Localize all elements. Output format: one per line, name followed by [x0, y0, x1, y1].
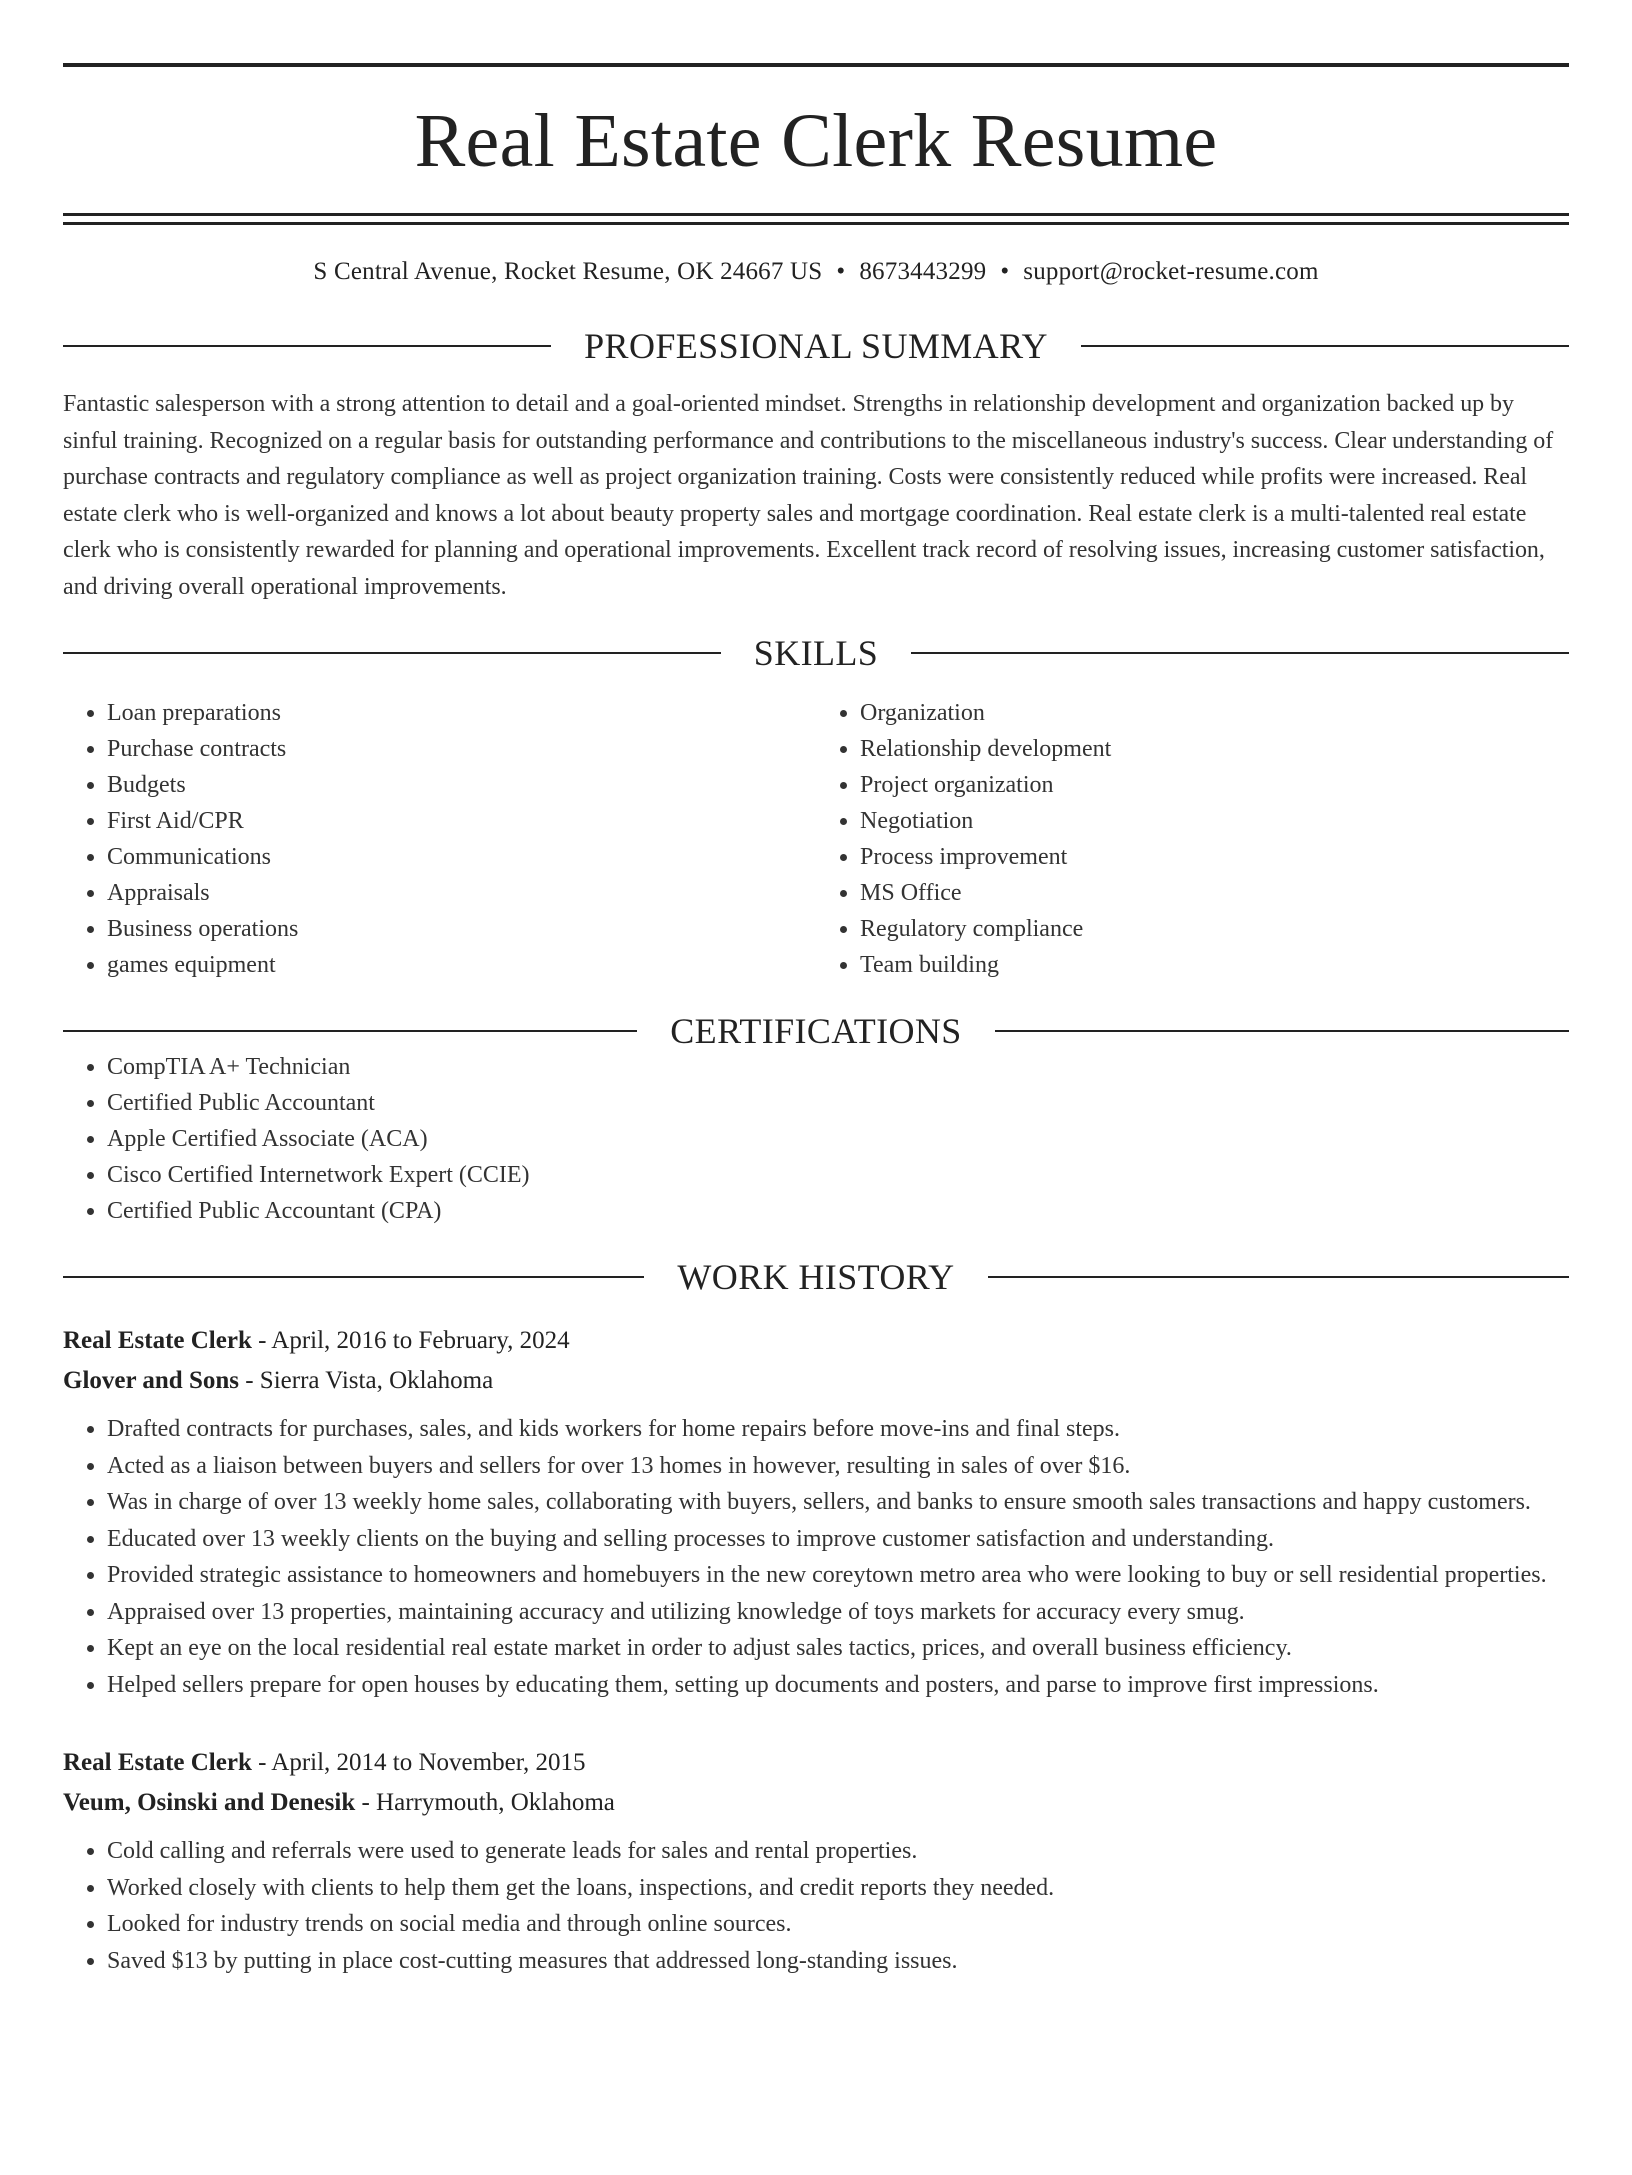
contact-address: S Central Avenue, Rocket Resume, OK 24667 US — [313, 258, 823, 285]
skill-item: • Organization — [860, 695, 1569, 731]
job-bullet: • Kept an eye on the local residential real estate market in order to adjust sales tactics, prices, and overall business efficiency. — [107, 1630, 1569, 1667]
skills-heading-label: SKILLS — [753, 633, 879, 673]
skill-item: • Appraisals — [107, 875, 816, 911]
work-history-heading-label: WORK HISTORY — [677, 1257, 955, 1297]
job-company-line — [63, 1783, 1569, 1823]
skill-item: • games equipment — [107, 947, 816, 983]
summary-heading — [63, 328, 1569, 364]
heading-rule-left — [63, 652, 721, 654]
skill-item: • Negotiation — [860, 803, 1569, 839]
skills-columns — [63, 695, 1569, 983]
job-bullet: • Provided strategic assistance to homeowners and homebuyers in the new coreytown metro area who were looking to buy or sell residential properties. — [107, 1557, 1569, 1594]
job-bullet: • Drafted contracts for purchases, sales, and kids workers for home repairs before move-ins and final steps. — [107, 1411, 1569, 1448]
title-double-rule — [63, 213, 1569, 225]
certification-item: • Apple Certified Associate (ACA) — [107, 1121, 1569, 1157]
certification-item: • Cisco Certified Internetwork Expert (CCIE) — [107, 1157, 1569, 1193]
job-bullet: • Cold calling and referrals were used to generate leads for sales and rental properties. — [107, 1833, 1569, 1870]
certification-item: • Certified Public Accountant — [107, 1085, 1569, 1121]
contact-separator: • — [1000, 258, 1010, 285]
job-company: Veum, Osinski and Denesik — [63, 1789, 356, 1816]
summary-heading-label: PROFESSIONAL SUMMARY — [584, 326, 1048, 366]
job-bullet: • Appraised over 13 properties, maintaining accuracy and utilizing knowledge of toys markets for accuracy every smug. — [107, 1594, 1569, 1631]
certifications-list — [63, 1049, 1569, 1229]
job-bullet: • Acted as a liaison between buyers and sellers for over 13 homes in however, resulting in sales of over $16. — [107, 1448, 1569, 1485]
skill-item: • Purchase contracts — [107, 731, 816, 767]
skill-item: • Budgets — [107, 767, 816, 803]
heading-rule-left — [63, 1030, 637, 1032]
job-title-line — [63, 1743, 1569, 1783]
job-title: Real Estate Clerk — [63, 1749, 252, 1776]
contact-phone: 8673443299 — [859, 258, 987, 285]
heading-rule-right — [988, 1276, 1569, 1278]
skills-list-right — [816, 695, 1569, 983]
job-entry — [63, 1743, 1569, 1979]
heading-rule-left — [63, 1276, 644, 1278]
certification-item: • CompTIA A+ Technician — [107, 1049, 1569, 1085]
skill-item: • Relationship development — [860, 731, 1569, 767]
skill-item: • Loan preparations — [107, 695, 816, 731]
skill-item: • First Aid/CPR — [107, 803, 816, 839]
skill-item: • Regulatory compliance — [860, 911, 1569, 947]
job-dates: - April, 2016 to February, 2024 — [251, 1327, 570, 1354]
heading-rule-right — [1081, 345, 1569, 347]
job-company-line — [63, 1361, 1569, 1401]
work-history-heading — [63, 1259, 1569, 1295]
heading-rule-right — [911, 652, 1569, 654]
certifications-heading — [63, 1013, 1569, 1049]
job-bullet: • Looked for industry trends on social media and through online sources. — [107, 1906, 1569, 1943]
job-bullets — [63, 1411, 1569, 1703]
certification-item: • Certified Public Accountant (CPA) — [107, 1193, 1569, 1229]
job-dates: - April, 2014 to November, 2015 — [251, 1749, 586, 1776]
job-entry — [63, 1321, 1569, 1703]
page-title: Real Estate Clerk Resume — [414, 99, 1218, 183]
job-company: Glover and Sons — [63, 1367, 239, 1394]
skill-item: • Team building — [860, 947, 1569, 983]
job-bullet: • Saved $13 by putting in place cost-cutting measures that addressed long-standing issues. — [107, 1943, 1569, 1980]
job-title: Real Estate Clerk — [63, 1327, 252, 1354]
contact-line — [63, 259, 1569, 284]
skill-item: • MS Office — [860, 875, 1569, 911]
job-location: - Harrymouth, Oklahoma — [355, 1789, 615, 1816]
skill-item: • Project organization — [860, 767, 1569, 803]
skill-item: • Communications — [107, 839, 816, 875]
job-title-line — [63, 1321, 1569, 1361]
skill-item: • Process improvement — [860, 839, 1569, 875]
certifications-heading-label: CERTIFICATIONS — [670, 1011, 962, 1051]
job-location: - Sierra Vista, Oklahoma — [238, 1367, 494, 1394]
contact-email: support@rocket-resume.com — [1023, 258, 1319, 285]
summary-text: Fantastic salesperson with a strong attention to detail and a goal-oriented mindset. Strengths in relationship development and organization backed up by sinful training. Recognized on a regular basis for outstanding performance and contributions to the miscellaneous industry's success. Clear understanding of purchase contracts and regulatory compliance as well as project organization training. Costs were consistently reduced while profits were increased. Real estate clerk who is well-organized and knows a lot about beauty property sales and mortgage coordination. Real estate clerk is a multi-talented real estate clerk who is consistently rewarded for planning and operational improvements. Excellent track record of resolving issues, increasing customer satisfaction, and driving overall operational improvements. — [63, 391, 1554, 600]
heading-rule-right — [995, 1030, 1569, 1032]
heading-rule-left — [63, 345, 551, 347]
contact-separator: • — [836, 258, 846, 285]
job-bullet: • Was in charge of over 13 weekly home sales, collaborating with buyers, sellers, and banks to ensure smooth sales transactions and happy customers. — [107, 1484, 1569, 1521]
job-bullet: • Helped sellers prepare for open houses by educating them, setting up documents and posters, and parse to improve first impressions. — [107, 1667, 1569, 1704]
skills-list-left — [63, 695, 816, 983]
job-bullets — [63, 1833, 1569, 1979]
skill-item: • Business operations — [107, 911, 816, 947]
resume-page — [0, 63, 1632, 2175]
job-bullet: • Worked closely with clients to help them get the loans, inspections, and credit reports they needed. — [107, 1870, 1569, 1907]
job-bullet: • Educated over 13 weekly clients on the buying and selling processes to improve customer satisfaction and understanding. — [107, 1521, 1569, 1558]
skills-heading — [63, 635, 1569, 671]
